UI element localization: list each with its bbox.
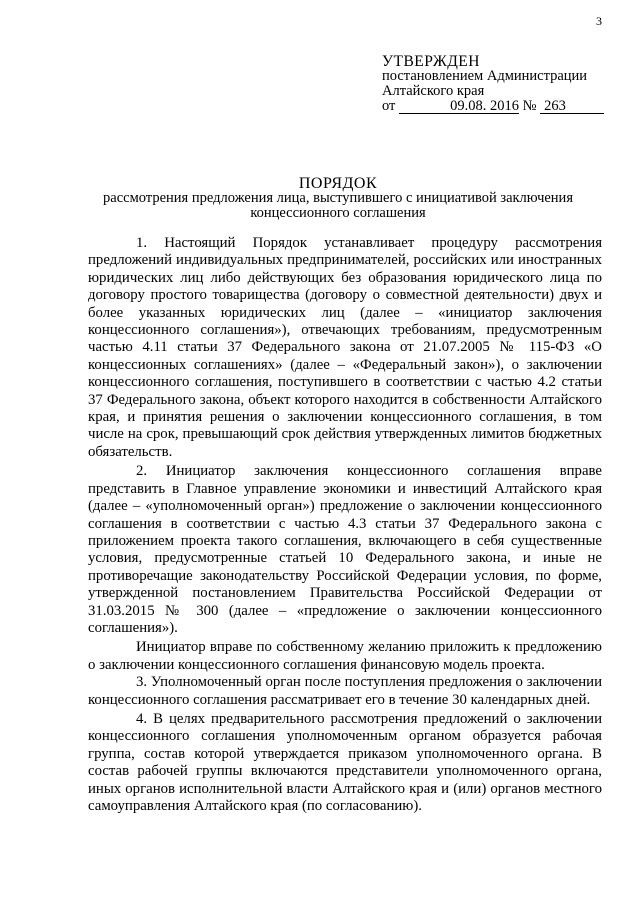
approval-date-line <box>382 99 604 114</box>
document-body <box>88 235 602 815</box>
approval-number: 263 <box>540 100 604 114</box>
approval-number-sign: № <box>522 98 537 114</box>
paragraph-2: 2. Инициатор заключения концессионного соглашения вправе представить в Главное управление экономики и инвестиций Алтайского края (далее – «уполномоченный орган») предложение о заключении концессионного соглашения в соответствии с частью 4.3 статьи 37 Федерального закона с приложением проекта такого соглашения, включающего в себя существенные условия, предусмотренные статьей 10 Федерального закона, и иные не противоречащие законодательству Российской Федерации условия, по форме, утвержденной постановлением Правительства Российской Федерации от 31.03.2015 № 300 (далее – «предложение о заключении концессионного соглашения»). <box>88 463 602 636</box>
approval-line-2: Алтайского края <box>382 83 485 99</box>
document-heading <box>70 176 606 221</box>
approval-stamp <box>382 54 604 114</box>
document-subtitle: рассмотрения предложения лица, выступившего с инициативой заключения концессионного соглашения <box>103 190 573 221</box>
paragraph-4: 4. В целях предварительного рассмотрения предложений о заключении концессионного соглашения уполномоченным органом образуется рабочая группа, состав которой утверждается приказом уполномоченного органа. В состав рабочей группы включаются представители уполномоченного органа, иных органов исполнительной власти Алтайского края и (или) органов местного самоуправления Алтайского края (по согласованию). <box>88 710 602 814</box>
approval-date: 09.08. 2016 <box>399 100 519 114</box>
document-title: ПОРЯДОК <box>298 175 378 192</box>
page-number: 3 <box>596 14 602 28</box>
paragraph-1: 1. Настоящий Порядок устанавливает процедуру рассмотрения предложений индивидуальных предпринимателей, российских или иностранных юридических лиц либо действующих без образования юридического лица по договору простого товарищества (договору о совместной деятельности) двух и более указанных юридических лиц (далее – «инициатор заключения концессионного соглашения»), отвечающих требованиям, предусмотренным частью 4.11 статьи 37 Федерального закона от 21.07.2005 № 115-ФЗ «О концессионных соглашениях» (далее – «Федеральный закон»), о заключении концессионного соглашения, поступившего в соответствии с частью 4.2 статьи 37 Федерального закона, объект которого находится в собственности Алтайского края, и принятия решения о заключении концессионного соглашения, в том числе на срок, превышающий срок действия утвержденных лимитов бюджетных обязательств. <box>88 235 602 460</box>
paragraph-3: 3. Уполномоченный орган после поступления предложения о заключении концессионного соглашения рассматривает его в течение 30 календарных дней. <box>88 674 602 708</box>
approval-title: УТВЕРЖДЕН <box>382 53 480 70</box>
approval-line-1: постановлением Администрации <box>382 68 588 84</box>
approval-from-label: от <box>382 98 396 114</box>
paragraph-2-note: Инициатор вправе по собственному желанию приложить к предложению о заключении концессионного соглашения финансовую модель проекта. <box>88 639 602 673</box>
